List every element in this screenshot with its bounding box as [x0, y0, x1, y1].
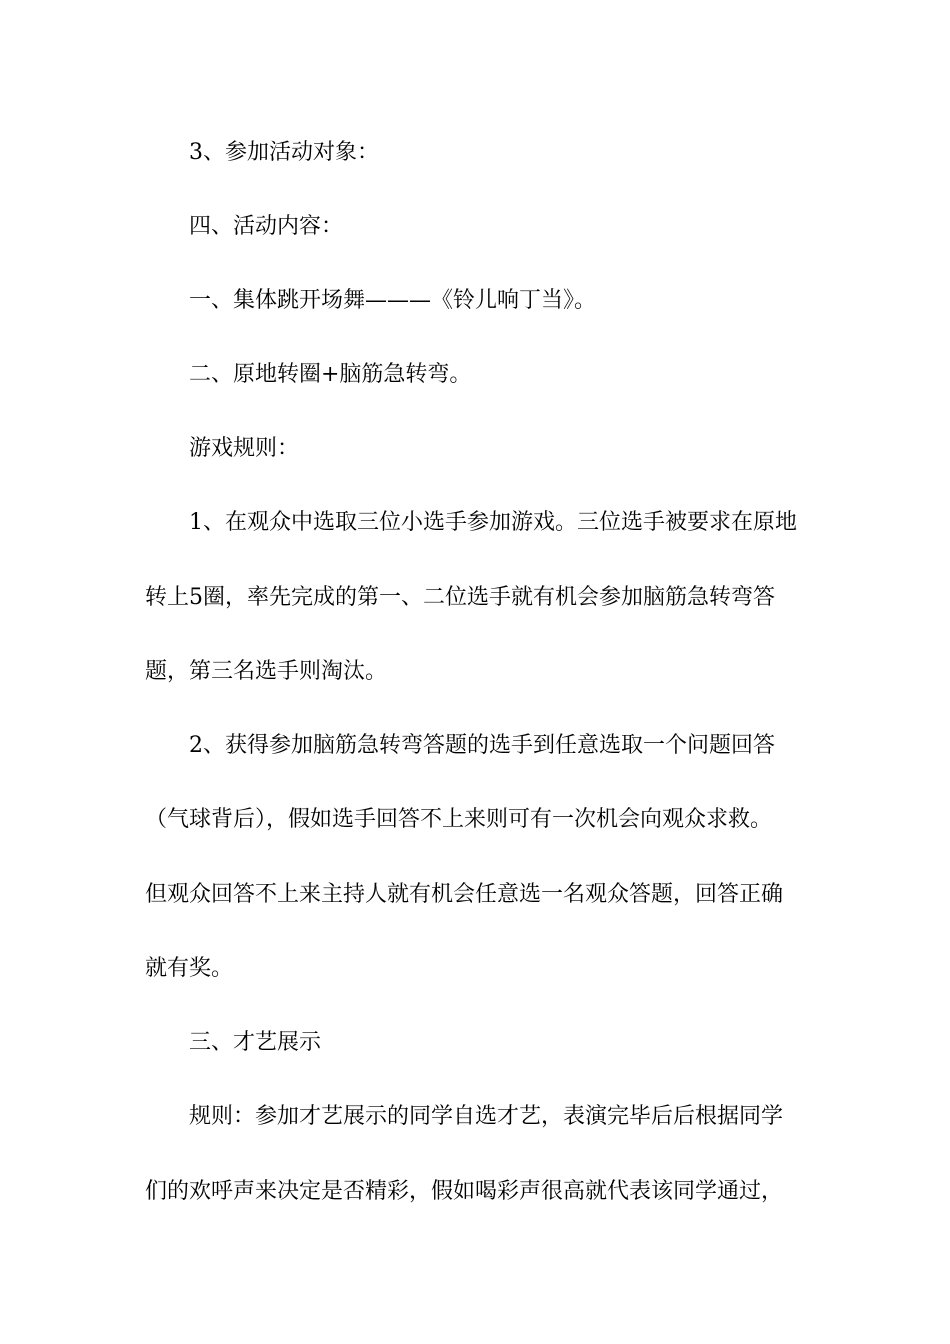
rule-2-line-2: （气球背后），假如选手回答不上来则可有一次机会向观众求救。	[145, 807, 773, 832]
item-opening-dance: 一、集体跳开场舞———《铃儿响丁当》。	[189, 288, 597, 313]
section-participants: 3、参加活动对象：	[189, 140, 379, 165]
item-talent-show: 三、才艺展示	[189, 1030, 322, 1055]
item-spin-riddle: 二、原地转圈+脑筋急转弯。	[189, 362, 472, 387]
rule-2-line-4: 就有奖。	[145, 956, 234, 981]
rule-1-line-1: 1、在观众中选取三位小选手参加游戏。三位选手被要求在原地	[189, 510, 797, 535]
heading-activity-content: 四、活动内容：	[189, 214, 344, 239]
rule-1-line-3: 题，第三名选手则淘汰。	[145, 659, 388, 684]
talent-rule-line-1: 规则：参加才艺展示的同学自选才艺，表演完毕后后根据同学	[189, 1104, 784, 1129]
rule-2-line-1: 2、获得参加脑筋急转弯答题的选手到任意选取一个问题回答	[189, 733, 775, 758]
rule-1-line-2: 转上5圈，率先完成的第一、二位选手就有机会参加脑筋急转弯答	[145, 585, 775, 610]
rule-2-line-3: 但观众回答不上来主持人就有机会任意选一名观众答题，回答正确	[145, 882, 784, 907]
talent-rule-line-2: 们的欢呼声来决定是否精彩，假如喝彩声很高就代表该同学通过，	[145, 1179, 784, 1204]
heading-game-rules: 游戏规则：	[189, 436, 300, 461]
